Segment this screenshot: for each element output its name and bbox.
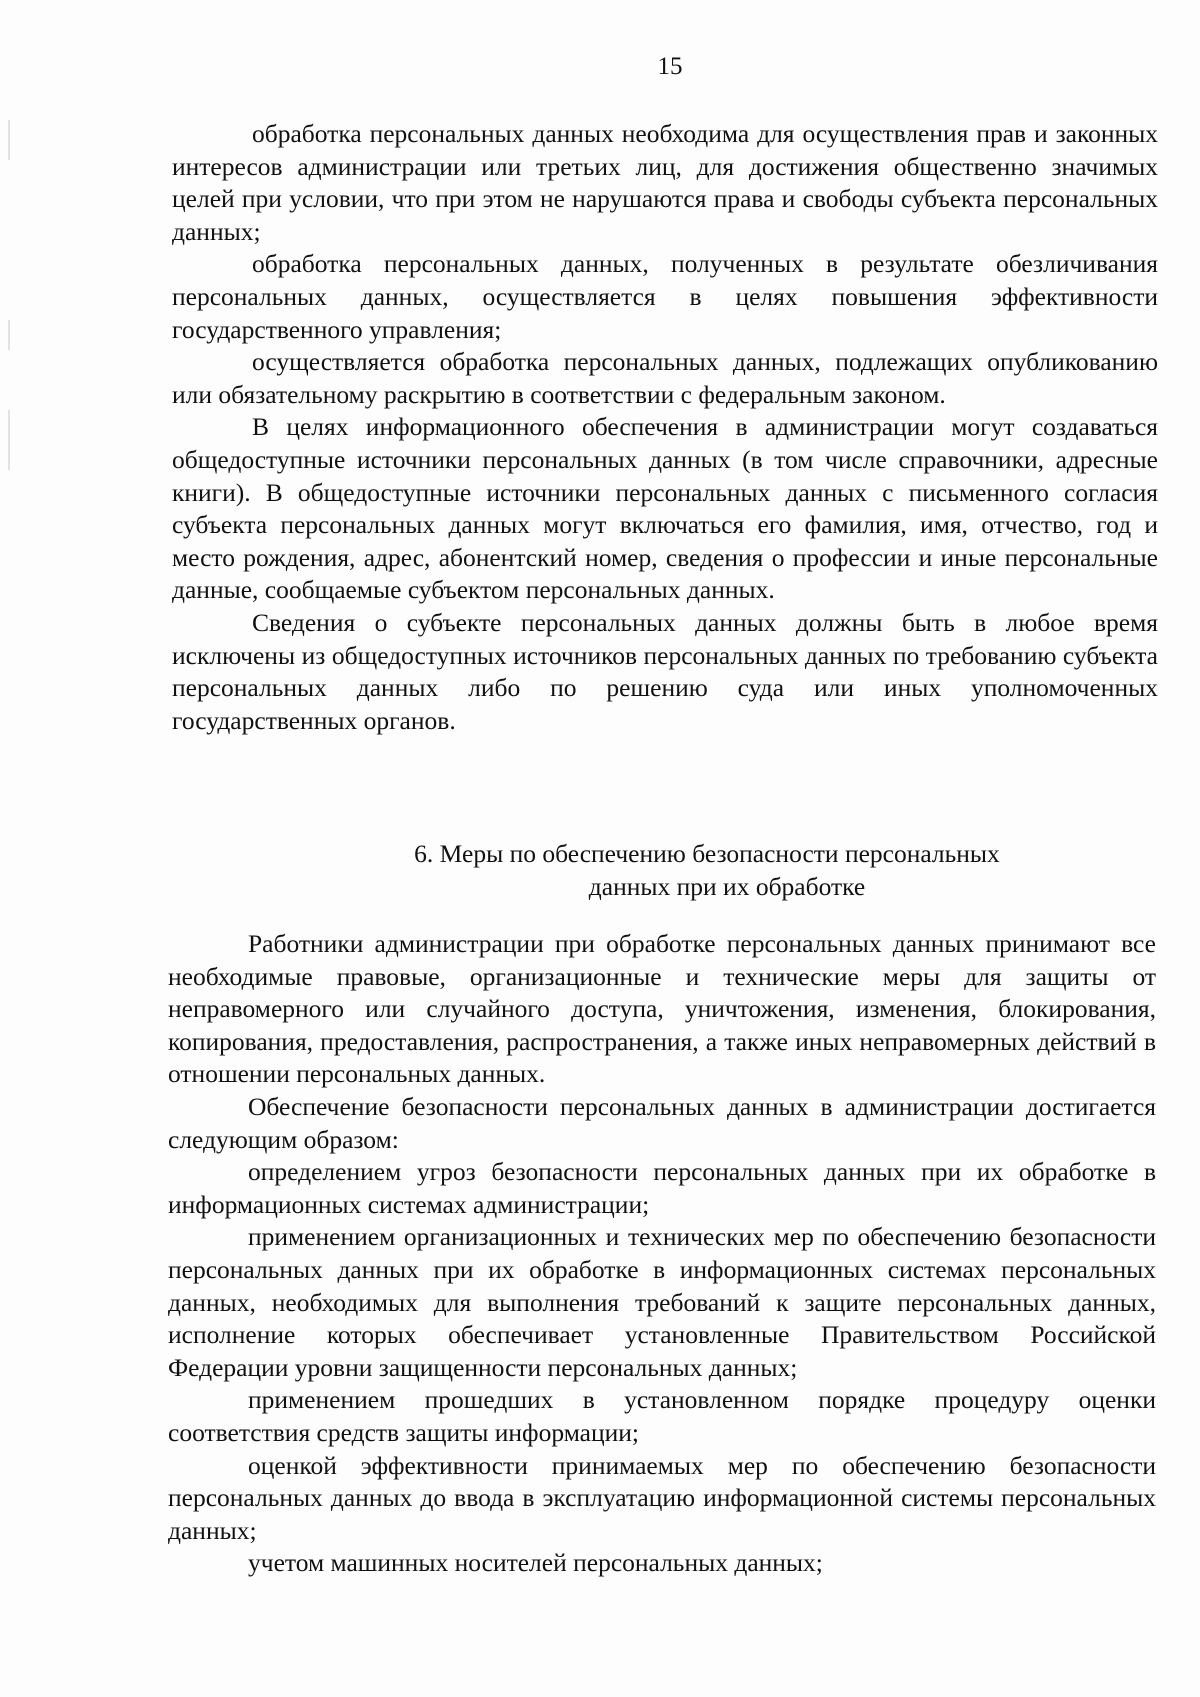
scan-margin-mark xyxy=(8,320,10,350)
paragraph: обработка персональных данных необходима для осуществления прав и законных интересов администрации или третьих лиц, для достижения общественно значимых целей при условии, что при этом не нарушаются права и свободы субъекта персональных данных; xyxy=(172,119,1158,246)
paragraph: Обеспечение безопасности персональных данных в администрации достигается следующим образом: xyxy=(168,1091,1156,1154)
page-number: 15 xyxy=(657,53,683,80)
paragraph: В целях информационного обеспечения в администрации могут создаваться общедоступные источники персональных данных (в том числе справочники, адресные книги). В общедоступные источники персональных данных с письменного согласия субъекта персональных данных могут включаться его фамилия, имя, отчество, год и место рождения, адрес, абонентский номер, сведения о профессии и иные персональные данные, сообщаемые субъектом персональных данных. xyxy=(172,412,1158,605)
paragraph: учетом машинных носителей персональных данных; xyxy=(248,1548,823,1578)
body-text-top xyxy=(172,118,1158,737)
paragraph: обработка персональных данных, полученных в результате обезличивания персональных данных, осуществляется в целях повышения эффективности государственного управления; xyxy=(172,249,1158,344)
scan-margin-mark xyxy=(8,120,10,160)
paragraph: применением организационных и технических мер по обеспечению безопасности персональных данных при их обработке в информационных системах персональных данных, необходимых для выполнения требований к защите персональных данных, исполнение которых обеспечивает установленные Правительством Российской Федерации уровни защищенности персональных данных; xyxy=(168,1222,1156,1382)
section-heading xyxy=(168,838,1156,903)
paragraph: оценкой эффективности принимаемых мер по обеспечению безопасности персональных данных до ввода в эксплуатацию информационной системы персональных данных; xyxy=(168,1450,1156,1545)
paragraph: Сведения о субъекте персональных данных должны быть в любое время исключены из общедоступных источников персональных данных по требованию субъекта персональных данных либо по решению суда или иных уполномоченных государственных органов. xyxy=(172,607,1158,735)
paragraph: применением прошедших в установленном порядке процедуру оценки соответствия средств защиты информации; xyxy=(168,1385,1156,1447)
paragraph: Работники администрации при обработке персональных данных принимают все необходимые правовые, организационные и технические меры для защиты от неправомерного или случайного доступа, уничтожения, изменения, блокирования, копирования, предоставления, распространения, а также иных неправомерных действий в отношении персональных данных. xyxy=(168,929,1156,1089)
paragraph: определением угроз безопасности персональных данных при их обработке в информационных системах администрации; xyxy=(168,1157,1156,1219)
section-heading-line: данных при их обработке xyxy=(588,871,866,901)
scan-margin-mark xyxy=(8,410,10,470)
paragraph: осуществляется обработка персональных данных, подлежащих опубликованию или обязательному раскрытию в соответствии с федеральным законом. xyxy=(172,347,1158,409)
body-text-bottom xyxy=(168,928,1156,1580)
section-heading-line: 6. Меры по обеспечению безопасности персональных xyxy=(414,839,1000,868)
